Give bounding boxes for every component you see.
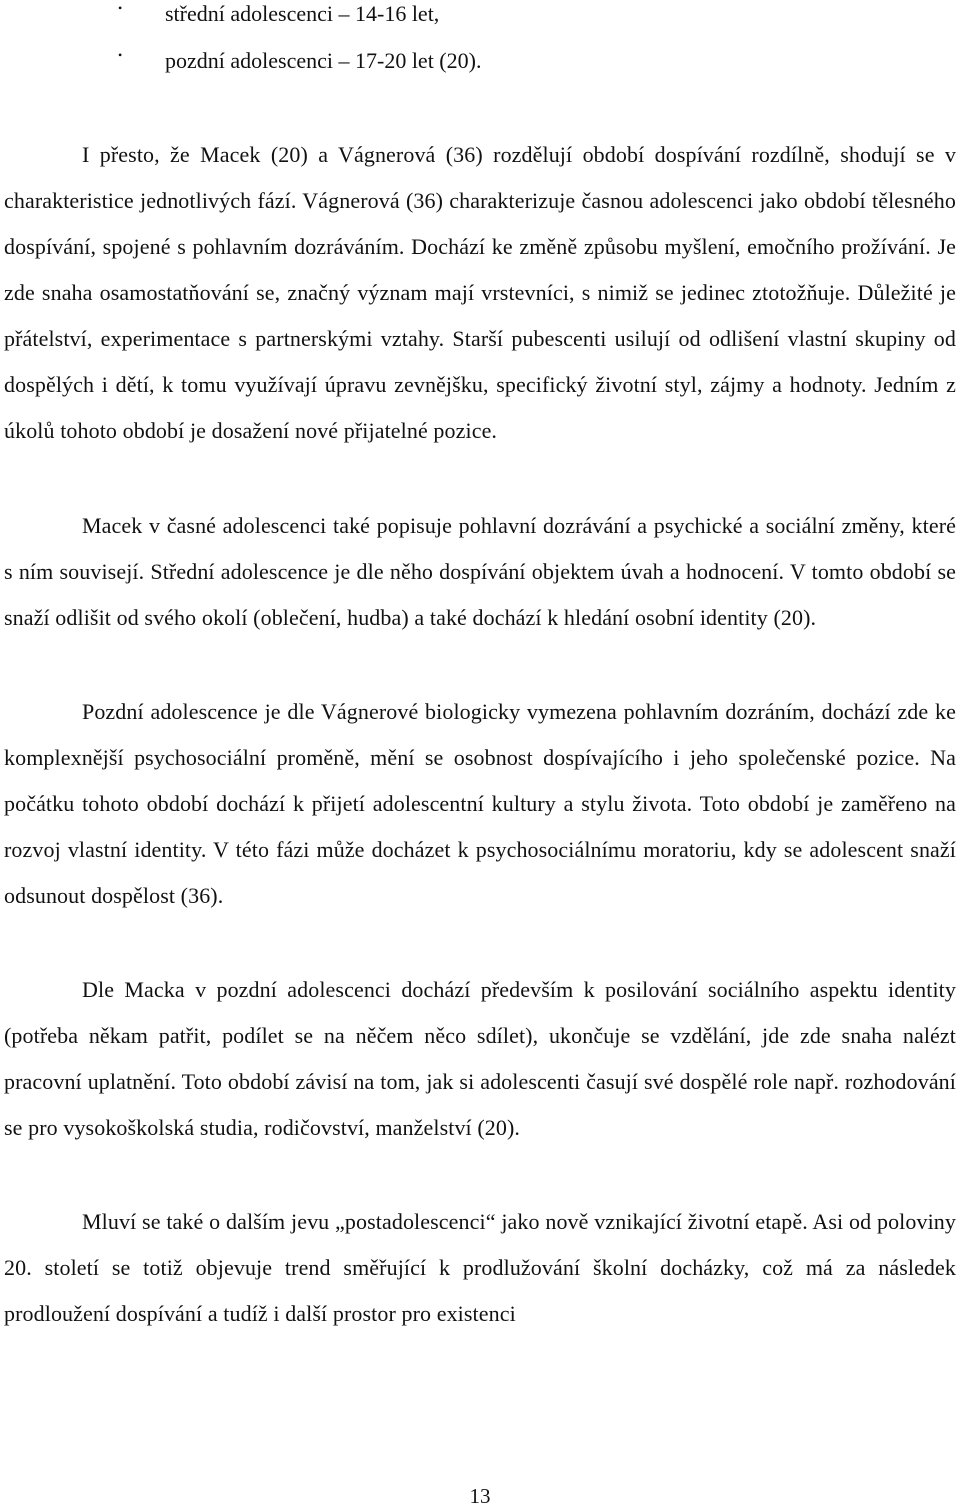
list-item-text: pozdní adolescenci – 17-20 let (20). (165, 48, 482, 73)
paragraph-postadolescence: Mluví se také o dalším jevu „postadolescenci“ jako nově vznikající životní etapě. Asi od poloviny 20. století se totiž objevuje trend směřující k prodlužování školní docházky, což má za následek prodloužení dospívání a tudíž i další prostor pro existenci (4, 1209, 956, 1326)
bullet-icon: • (118, 1, 123, 15)
paragraph-late-adolescence-vagnerova: Pozdní adolescence je dle Vágnerové biologicky vymezena pohlavním dozráním, dochází zde ke komplexnější psychosociální proměně, mění se osobnost dospívajícího i jeho společenské pozice. Na počátku tohoto období dochází k přijetí adolescentní kultury a stylu života. Toto období je zaměřeno na rozvoj vlastní identity. V této fázi může docházet k psychosociálnímu moratoriu, kdy se adolescent snaží odsunout dospělost (36). (4, 699, 956, 908)
bullet-icon: • (118, 48, 123, 62)
paragraph-macek-early-middle: Macek v časné adolescenci také popisuje pohlavní dozrávání a psychické a sociální změny, které s ním souvisejí. Střední adolescence je dle něho dospívání objektem úvah a hodnocení. V tomto období se snaží odlišit od svého okolí (oblečení, hudba) a také dochází k hledání osobní identity (20). (4, 513, 956, 630)
list-item (0, 48, 900, 78)
list-item (0, 1, 900, 31)
paragraph-late-adolescence-macek: Dle Macka v pozdní adolescenci dochází především k posilování sociálního aspektu identity (potřeba někam patřit, podílet se na něčem něco sdílet), ukončuje se vzdělání, jde zde snaha nalézt pracovní uplatnění. Toto období závisí na tom, jak si adolescenti časují své dospělé role např. rozhodování se pro vysokoškolská studia, rodičovství, manželství (20). (4, 977, 956, 1140)
list-item-text: střední adolescenci – 14-16 let, (165, 1, 440, 26)
paragraph-phase-comparison: I přesto, že Macek (20) a Vágnerová (36) rozdělují období dospívání rozdílně, shodují se v charakteristice jednotlivých fází. Vágnerová (36) charakterizuje časnou adolescenci jako období tělesného dospívání, spojené s pohlavním dozráváním. Dochází ke změně způsobu myšlení, emočního prožívání. Je zde snaha osamostatňování se, značný význam mají vrstevníci, s nimiž se jedinec ztotožňuje. Důležité je přátelství, experimentace s partnerskými vztahy. Starší pubescenti usilují od odlišení vlastní skupiny od dospělých i dětí, k tomu využívají úpravu zevnějšku, specifický životní styl, zájmy a hodnoty. Jedním z úkolů tohoto období je dosažení nové přijatelné pozice. (4, 142, 956, 443)
page-number: 13 (469, 1484, 491, 1508)
